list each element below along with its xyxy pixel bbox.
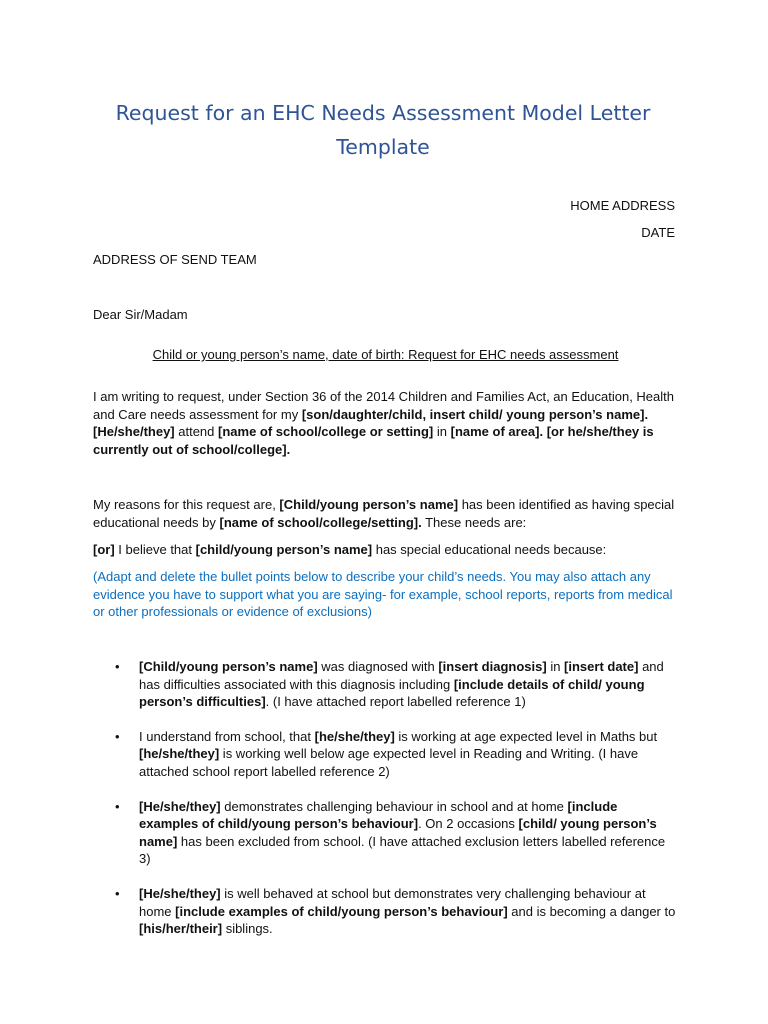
text-run: . On 2 occasions [418, 816, 519, 832]
text-run: has special educational needs because: [372, 542, 607, 557]
home-address: HOME ADDRESS [570, 198, 675, 213]
placeholder: [include examples of child/young person’s behaviour] [175, 903, 508, 919]
text-run: demonstrates challenging behaviour in school and at home [220, 798, 568, 814]
placeholder: [insert diagnosis] [438, 659, 547, 674]
text-run: and is becoming a danger to [507, 903, 676, 919]
placeholder: [his/her/their] [139, 921, 223, 937]
list-item [93, 728, 678, 781]
text-run: I understand from school, that [139, 728, 315, 744]
text-run: has been excluded from school. (I have attached exclusion letters labelled reference 3) [139, 833, 666, 867]
list-item [93, 798, 678, 868]
placeholder: [He/she/they] [139, 885, 221, 901]
text-run: My reasons for this request are, [93, 497, 280, 512]
text-run: was diagnosed with [317, 659, 439, 674]
salutation: Dear Sir/Madam [93, 307, 188, 322]
placeholder-or: [or] [93, 542, 115, 557]
bullet-icon: • [115, 885, 120, 901]
text-run: is working at age expected level in Maths but [394, 728, 658, 744]
bullet-icon: • [115, 798, 120, 814]
text-run: is well behaved at school but demonstrates very challenging behaviour at home [139, 885, 646, 919]
placeholder: [insert date] [564, 659, 639, 674]
bullet-icon: • [115, 659, 120, 674]
text-run: is working well below age expected level in Reading and Writing. (I have attached school report labelled reference 2) [139, 746, 639, 779]
guidance-note: (Adapt and delete the bullet points below to describe your child’s needs. You may also attach any evidence you have to support what you are saying- for example, school reports, reports from medical or other professionals or evidence of exclusions) [93, 569, 673, 620]
bullet-icon: • [115, 728, 120, 744]
text-run: . (I have attached report labelled reference 1) [265, 694, 526, 710]
placeholder-school: [name of school/college or setting] [218, 424, 434, 440]
text-run: I am writing to request, under Section 36 of the 2014 Children and Families Act, an Education, Health and Care needs assessment for my [93, 389, 675, 422]
placeholder: [include details of child/ young person’s difficulties] [139, 676, 645, 710]
paragraph-request [93, 388, 678, 458]
text-run: attend [174, 424, 219, 440]
send-team-address: ADDRESS OF SEND TEAM [93, 252, 257, 267]
text-run: has been identified as having special educational needs by [93, 497, 675, 530]
needs-bullet-list [93, 658, 678, 955]
placeholder-child-name: [Child/young person’s name] [279, 497, 459, 512]
subject-text: Child or young person’s name, date of birth: Request for EHC needs assessment [152, 347, 619, 362]
placeholder: [Child/young person’s name] [139, 659, 318, 674]
placeholder-school: [name of school/college/setting]. [219, 514, 422, 530]
text-run: siblings. [222, 921, 273, 937]
list-item [93, 658, 678, 711]
text-run: These needs are: [421, 514, 527, 530]
list-item [93, 885, 678, 938]
paragraph-reasons [93, 496, 678, 531]
text-run: in [433, 424, 451, 440]
placeholder: [child/ young person’s name] [139, 816, 657, 849]
placeholder-area: [name of area]. [or he/she/they is currently out of school/college]. [93, 424, 654, 457]
placeholder: [he/she/they] [139, 746, 220, 762]
text-run: and has difficulties associated with this diagnosis including [139, 659, 664, 692]
placeholder: [he/she/they] [314, 728, 395, 744]
text-run: I believe that [114, 542, 196, 557]
text-run: in [546, 659, 565, 674]
paragraph-belief [93, 541, 678, 559]
subject-line [93, 346, 678, 364]
document-title: Request for an EHC Needs Assessment Model Letter Template [115, 101, 651, 159]
placeholder-child-name: [son/daughter/child, insert child/ young person’s name]. [301, 406, 649, 422]
placeholder: [He/she/they] [139, 798, 221, 814]
placeholder-pronoun: [He/she/they] [93, 424, 175, 440]
date-line: DATE [641, 225, 675, 240]
placeholder: [include examples of child/young person’s behaviour] [139, 798, 618, 832]
placeholder-child-name: [child/young person’s name] [195, 542, 373, 557]
